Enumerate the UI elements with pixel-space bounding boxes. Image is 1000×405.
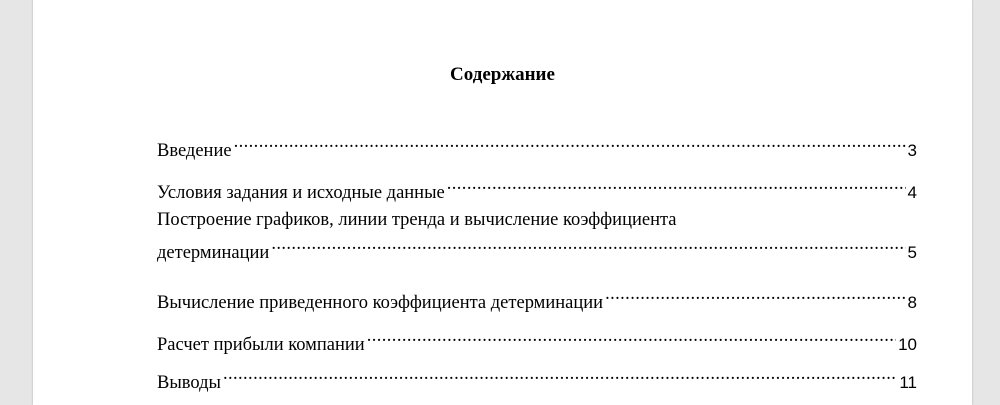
dot-leader	[223, 360, 897, 388]
toc-page-number: 3	[907, 141, 917, 160]
toc-entry-text: Выводы	[157, 373, 221, 393]
toc-entry-graphs[interactable]	[157, 206, 917, 280]
toc-title: Содержание	[450, 64, 555, 85]
toc-entry-row	[157, 360, 917, 397]
dot-leader	[447, 170, 906, 198]
dot-leader	[367, 322, 896, 350]
toc-entry-text: Расчет прибыли компании	[157, 335, 365, 355]
toc-entry-row	[157, 280, 917, 317]
toc-entry-conclusions[interactable]	[157, 360, 917, 398]
toc-entry-conditions[interactable]	[157, 170, 917, 206]
dot-leader	[234, 128, 906, 156]
toc-page-number: 8	[907, 293, 917, 312]
toc-page-number: 11	[899, 373, 917, 392]
toc-entry-text-line2: детерминации	[157, 243, 270, 263]
toc-entry-adjusted-coefficient[interactable]	[157, 280, 917, 322]
toc-entry-text: Введение	[157, 141, 232, 161]
toc-entry-text: Вычисление приведенного коэффициента детерминации	[157, 293, 604, 313]
toc-entry-row	[157, 322, 917, 359]
toc-entry-introduction[interactable]	[157, 128, 917, 170]
dot-leader	[605, 280, 905, 308]
toc-page-number: 5	[907, 243, 917, 262]
toc-page-number: 4	[907, 183, 917, 202]
toc-entry-row	[157, 128, 917, 165]
toc-entry-text: Условия задания и исходные данные	[157, 183, 445, 203]
toc-entry-row	[157, 230, 917, 267]
toc-entry-text-line1: Построение графиков, линии тренда и вычисление коэффициента	[157, 210, 677, 230]
table-of-contents	[157, 128, 917, 398]
toc-entry-row	[157, 170, 917, 207]
dot-leader	[271, 230, 905, 258]
document-page	[33, 0, 972, 405]
toc-entry-profit[interactable]	[157, 322, 917, 360]
toc-page-number: 10	[898, 335, 917, 354]
